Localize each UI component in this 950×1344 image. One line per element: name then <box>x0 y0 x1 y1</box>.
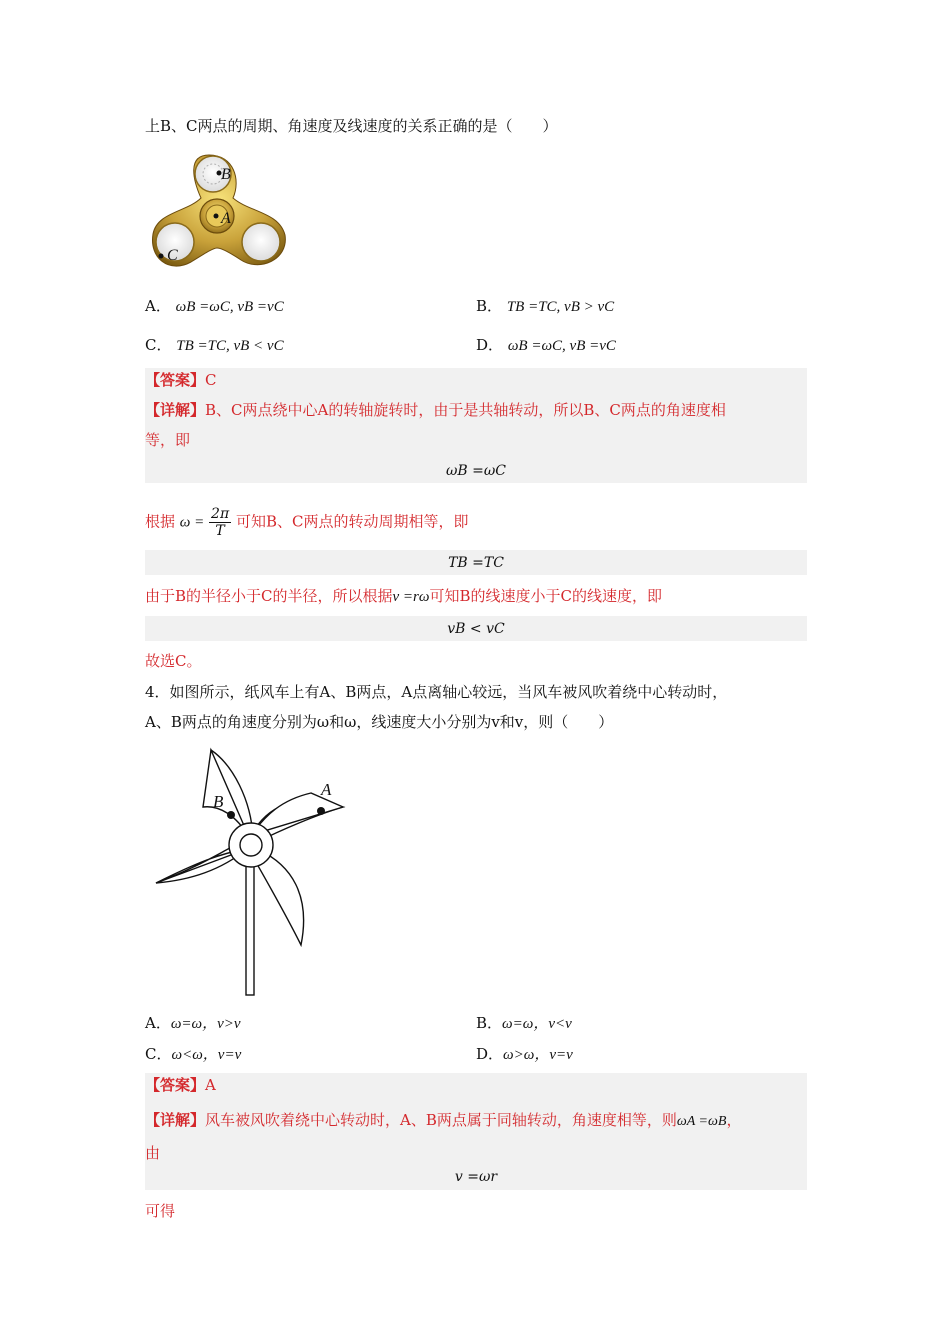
q4-answer: 【答案】A <box>145 1076 216 1094</box>
q4-detail-line-1: 【详解】风车被风吹着绕中心转动时，A、B两点属于同轴转动，角速度相等，则ωA =ωB， <box>145 1111 742 1129</box>
pinwheel-label-b: B <box>213 792 224 811</box>
q4-option-c[interactable]: C．ω<ω，v=v <box>145 1045 242 1063</box>
fraction-2pi-over-t: $\frac{2\pi}{T}$ <box>211 506 230 539</box>
q3-basis-line: 根据 ω = $\frac{2\pi}{T}$ 可知B、C两点的转动周期相等，即 <box>145 506 469 539</box>
spinner-label-c: C <box>167 247 178 264</box>
pinwheel-figure <box>151 745 351 997</box>
question-3-stem-tail: 上B、C两点的周期、角速度及线速度的关系正确的是（ ） <box>145 117 558 135</box>
q4-stem-line-1: 4．如图所示，纸风车上有A、B两点，A点离轴心较远，当风车被风吹着绕中心转动时， <box>145 683 728 701</box>
q4-detail-line-2: 由 <box>145 1144 161 1162</box>
q3-equation-velocity: vB < vC <box>447 621 505 637</box>
q3-option-a[interactable]: A． ωB =ωC, vB =vC <box>145 297 284 315</box>
q3-option-c-expr: TB =TC, vB < vC <box>176 338 284 354</box>
q3-detail-line-1: 【详解】B、C两点绕中心A的转轴旋转时，由于是共轴转动，所以B、C两点的角速度相 <box>145 401 726 419</box>
q3-option-a-expr: ωB =ωC, vB =vC <box>175 299 284 315</box>
document-page <box>145 0 807 1344</box>
q4-option-d[interactable]: D．ω>ω，v=v <box>476 1045 573 1063</box>
q3-option-d[interactable]: D． ωB =ωC, vB =vC <box>476 336 616 354</box>
pinwheel-label-a: A <box>321 780 332 799</box>
q4-option-a[interactable]: A．ω=ω，v>v <box>145 1014 241 1032</box>
spinner-label-b: B <box>221 166 231 183</box>
spinner-label-a: A <box>221 210 231 227</box>
q3-option-c[interactable]: C． TB =TC, vB < vC <box>145 336 284 354</box>
q4-equation-velocity: v =ωr <box>454 1169 498 1185</box>
q3-equation-period: TB =TC <box>448 555 504 571</box>
q3-option-b[interactable]: B． TB =TC, vB > vC <box>476 297 615 315</box>
q3-conclusion: 故选C。 <box>145 652 202 670</box>
fidget-spinner-figure <box>149 150 291 276</box>
q3-option-d-expr: ωB =ωC, vB =vC <box>507 338 616 354</box>
q3-radius-line: 由于B的半径小于C的半径，所以根据v =rω可知B的线速度小于C的线速度，即 <box>145 587 662 605</box>
q4-stem-line-2: A、B两点的角速度分别为ω和ω，线速度大小分别为v和v，则（ ） <box>145 713 614 731</box>
q3-detail-line-2: 等，即 <box>145 431 191 449</box>
q4-option-b[interactable]: B．ω=ω，v<v <box>476 1014 572 1032</box>
q3-answer: 【答案】C <box>145 371 217 389</box>
q3-option-b-expr: TB =TC, vB > vC <box>506 299 615 315</box>
q3-equation-omega: ωB =ωC <box>445 463 506 479</box>
q4-conclusion-start: 可得 <box>145 1202 176 1220</box>
